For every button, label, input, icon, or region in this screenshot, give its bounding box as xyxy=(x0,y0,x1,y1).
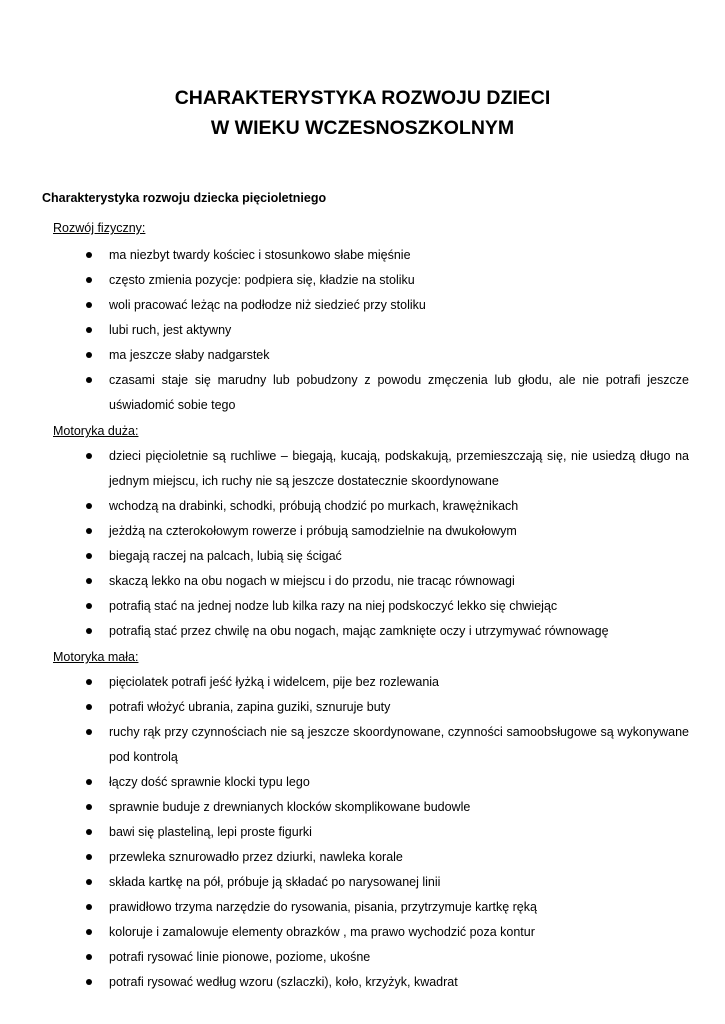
bullet-icon xyxy=(86,578,92,584)
list-item: ma niezbyt twardy kościec i stosunkowo słabe mięśnie xyxy=(0,243,725,268)
bullet-icon xyxy=(86,628,92,634)
bullet-icon xyxy=(86,553,92,559)
list-item: dzieci pięcioletnie są ruchliwe – biegają, kucają, podskakują, przemieszczają się, nie usiedzą długo na jednym miejscu, ich ruchy nie są jeszcze dostatecznie skoordynowane xyxy=(0,444,725,494)
bullet-icon xyxy=(86,729,92,735)
list-item: sprawnie buduje z drewnianych klocków skomplikowane budowle xyxy=(0,795,725,820)
bullet-icon xyxy=(86,954,92,960)
document-title-line-1: CHARAKTERYSTYKA ROZWOJU DZIECI xyxy=(174,87,551,109)
bullet-icon xyxy=(86,679,92,685)
list-item: prawidłowo trzyma narzędzie do rysowania, pisania, przytrzymuje kartkę ręką xyxy=(0,895,725,920)
list-item: pięciolatek potrafi jeść łyżką i widelcem, pije bez rozlewania xyxy=(0,670,725,695)
list-item: przewleka sznurowadło przez dziurki, nawleka korale xyxy=(0,845,725,870)
bullet-icon xyxy=(86,503,92,509)
heading-motoryka-mala: Motoryka mała: xyxy=(53,650,139,664)
bullet-icon xyxy=(86,252,92,258)
list-item: często zmienia pozycje: podpiera się, kładzie na stoliku xyxy=(0,268,725,293)
bullet-icon xyxy=(86,804,92,810)
heading-motoryka-duza: Motoryka duża: xyxy=(53,424,139,438)
bullet-icon xyxy=(86,352,92,358)
list-item: potrafią stać na jednej nodze lub kilka razy na niej podskoczyć lekko się chwiejąc xyxy=(0,594,725,619)
section-subtitle: Charakterystyka rozwoju dziecka pięcioletniego xyxy=(42,191,327,205)
list-item: lubi ruch, jest aktywny xyxy=(0,318,725,343)
list-item: woli pracować leżąc na podłodze niż siedzieć przy stoliku xyxy=(0,293,725,318)
list-item: potrafią stać przez chwilę na obu nogach, mając zamknięte oczy i utrzymywać równowagę xyxy=(0,619,725,644)
list-motoryka-duza xyxy=(0,444,725,644)
list-item: potrafi rysować według wzoru (szlaczki), koło, krzyżyk, kwadrat xyxy=(0,970,725,995)
list-item: skaczą lekko na obu nogach w miejscu i do przodu, nie tracąc równowagi xyxy=(0,569,725,594)
list-item: jeżdżą na czterokołowym rowerze i próbują samodzielnie na dwukołowym xyxy=(0,519,725,544)
bullet-icon xyxy=(86,453,92,459)
list-item: łączy dość sprawnie klocki typu lego xyxy=(0,770,725,795)
bullet-icon xyxy=(86,603,92,609)
list-item: koloruje i zamalowuje elementy obrazków , ma prawo wychodzić poza kontur xyxy=(0,920,725,945)
bullet-icon xyxy=(86,879,92,885)
bullet-icon xyxy=(86,929,92,935)
list-item: składa kartkę na pół, próbuje ją składać po narysowanej linii xyxy=(0,870,725,895)
list-item: biegają raczej na palcach, lubią się ścigać xyxy=(0,544,725,569)
document-title-line-2: W WIEKU WCZESNOSZKOLNYM xyxy=(210,117,515,139)
bullet-icon xyxy=(86,704,92,710)
list-motoryka-mala xyxy=(0,670,725,995)
list-item: bawi się plasteliną, lepi proste figurki xyxy=(0,820,725,845)
bullet-icon xyxy=(86,302,92,308)
list-item: potrafi rysować linie pionowe, poziome, ukośne xyxy=(0,945,725,970)
bullet-icon xyxy=(86,854,92,860)
list-item: ruchy rąk przy czynnościach nie są jeszcze skoordynowane, czynności samoobsługowe są wykonywane pod kontrolą xyxy=(0,720,725,770)
bullet-icon xyxy=(86,829,92,835)
bullet-icon xyxy=(86,979,92,985)
list-item: potrafi włożyć ubrania, zapina guziki, sznuruje buty xyxy=(0,695,725,720)
list-rozwoj-fizyczny xyxy=(0,243,725,418)
bullet-icon xyxy=(86,904,92,910)
bullet-icon xyxy=(86,779,92,785)
list-item: ma jeszcze słaby nadgarstek xyxy=(0,343,725,368)
list-item: wchodzą na drabinki, schodki, próbują chodzić po murkach, krawężnikach xyxy=(0,494,725,519)
bullet-icon xyxy=(86,327,92,333)
bullet-icon xyxy=(86,377,92,383)
heading-rozwoj-fizyczny: Rozwój fizyczny: xyxy=(53,221,146,235)
bullet-icon xyxy=(86,528,92,534)
list-item: czasami staje się marudny lub pobudzony z powodu zmęczenia lub głodu, ale nie potrafi jeszcze uświadomić sobie tego xyxy=(0,368,725,418)
bullet-icon xyxy=(86,277,92,283)
